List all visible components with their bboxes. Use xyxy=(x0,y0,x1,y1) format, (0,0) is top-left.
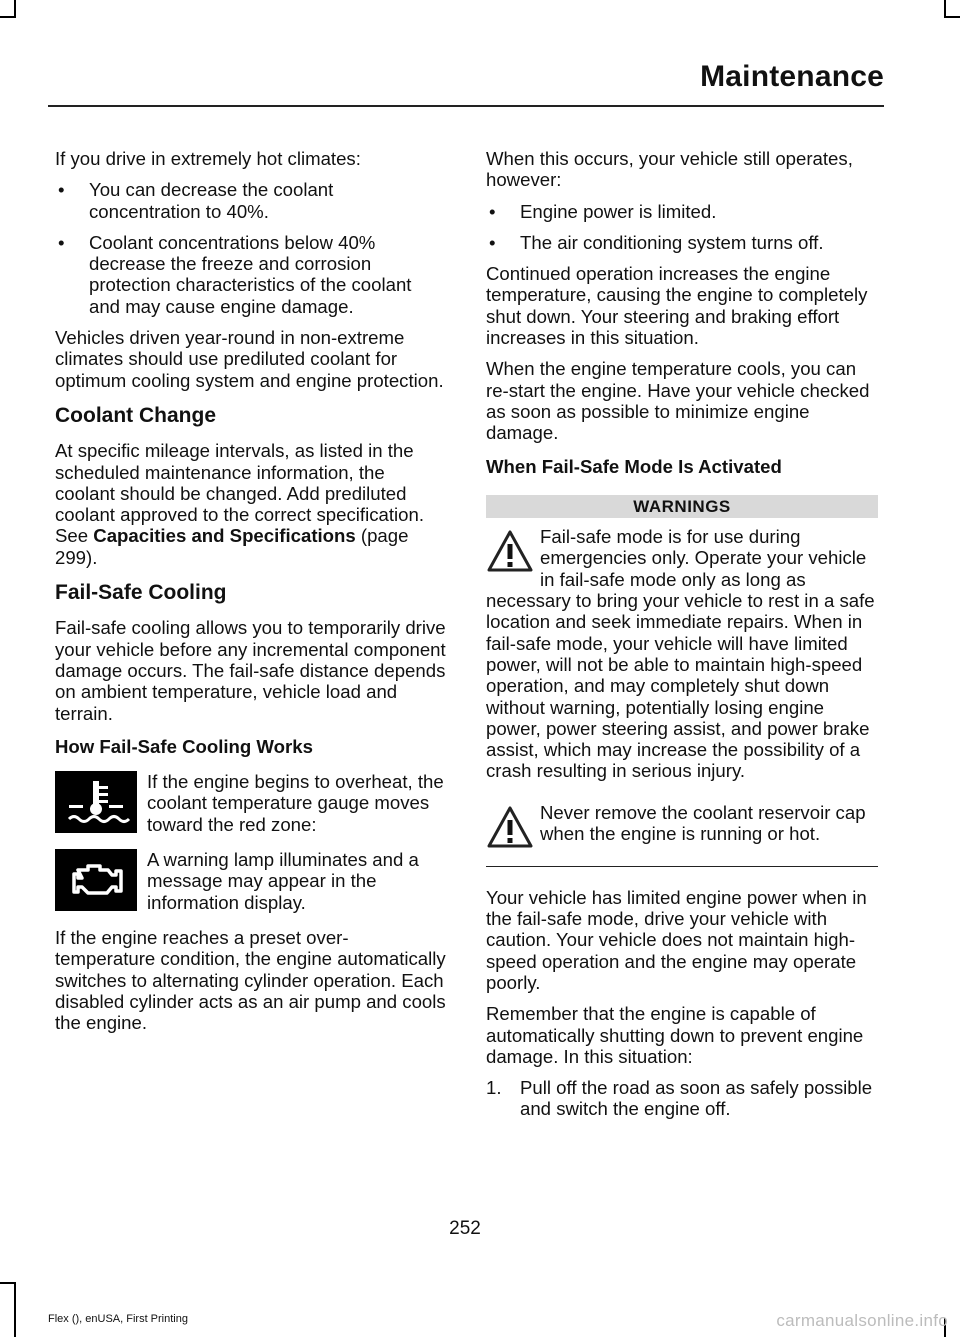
step-text: Pull off the road as soon as safely possible and switch the engine off. xyxy=(520,1077,873,1120)
edition-footer: Flex (), enUSA, First Printing xyxy=(48,1313,188,1325)
warning-triangle-icon xyxy=(486,528,534,576)
engine-lamp-text: A warning lamp illuminates and a message may appear in the information display. xyxy=(147,849,419,913)
engine-lamp-row xyxy=(55,849,447,913)
temp-gauge-text: If the engine begins to overheat, the coolant temperature gauge moves toward the red zone: xyxy=(147,771,444,835)
watermark: carmanualsonline.info xyxy=(776,1311,948,1330)
page-number: 252 xyxy=(449,1218,481,1239)
list-item: • You can decrease the coolant concentration to 40%. xyxy=(58,179,334,222)
warning-item xyxy=(486,526,878,782)
warnings-banner: WARNINGS xyxy=(486,495,878,518)
header-divider xyxy=(48,105,884,107)
crop-mark xyxy=(0,16,16,18)
bullet-icon: • xyxy=(489,231,496,253)
warnings-divider xyxy=(486,866,878,867)
limited-power-paragraph: Your vehicle has limited engine power when in the fail-safe mode, drive your vehicle with caution. Your vehicle does not maintain high-speed operation and the engine may operate poorly. xyxy=(486,886,867,993)
heading-fail-safe-activated: When Fail-Safe Mode Is Activated xyxy=(486,455,782,477)
crop-mark xyxy=(944,16,960,18)
vehicle-operates-intro: When this occurs, your vehicle still operates, however: xyxy=(486,148,853,191)
fail-safe-paragraph: Fail-safe cooling allows you to temporarily drive your vehicle before any incremental component damage occurs. The fail-safe distance depends on ambient temperature, vehicle load and terrain. xyxy=(55,617,446,724)
warning-triangle-icon xyxy=(486,804,534,852)
list-item xyxy=(486,1077,878,1120)
reservoir-cap-warning-text: Never remove the coolant reservoir cap when the engine is running or hot. xyxy=(540,801,866,845)
list-item: • Coolant concentrations below 40% decrease the freeze and corrosion protection characteristics of the coolant and may cause engine damage. xyxy=(58,231,412,317)
crop-mark xyxy=(14,1282,16,1337)
list-item: • The air conditioning system turns off. xyxy=(489,231,824,253)
fail-safe-warning-text: Fail-safe mode is for use during emergencies only. Operate your vehicle in fail-safe mode only as long as necessary to bring your vehicle to rest in a safe location and seek immediate repairs. When in fail-safe mode, your vehicle will have limited power, will not be able to maintain high-speed operation, and may completely shut down without warning, potentially losing engine power, power steering assist, and power brake assist, which may increase the possibility of a crash resulting in serious injury. xyxy=(486,526,875,782)
step-number: 1. xyxy=(486,1077,502,1099)
heading-how-fail-safe-works: How Fail-Safe Cooling Works xyxy=(55,735,313,757)
over-temperature-paragraph: If the engine reaches a preset over-temperature condition, the engine automatically switches to alternating cylinder operation. Each disabled cylinder acts as an air pump and cools the engine. xyxy=(55,926,446,1034)
bullet-icon: • xyxy=(58,179,65,201)
warning-item xyxy=(486,802,878,852)
temp-gauge-row xyxy=(55,771,447,835)
bullet-icon: • xyxy=(489,200,496,222)
hot-climates-intro: If you drive in extremely hot climates: xyxy=(55,148,361,169)
heading-fail-safe-cooling: Fail-Safe Cooling xyxy=(55,581,227,605)
crop-mark xyxy=(0,1282,16,1284)
check-engine-icon xyxy=(55,849,137,911)
coolant-change-paragraph: At specific mileage intervals, as listed in the scheduled maintenance information, the coolant should be changed. Add prediluted coolant approved to the correct specification. See Capacities and Specifications (page 299). xyxy=(55,440,424,568)
bullet-icon: • xyxy=(58,231,65,253)
coolant-temperature-icon xyxy=(55,771,137,833)
auto-shutdown-paragraph: Remember that the engine is capable of automatically shutting down to prevent engine damage. In this situation: xyxy=(486,1003,864,1067)
engine-cools-paragraph: When the engine temperature cools, you can re-start the engine. Have your vehicle checked as soon as possible to minimize engine damage. xyxy=(486,358,870,444)
left-column xyxy=(55,148,447,1043)
non-extreme-paragraph: Vehicles driven year-round in non-extreme climates should use prediluted coolant for optimum cooling system and engine protection. xyxy=(55,327,444,391)
page-title: Maintenance xyxy=(700,60,884,93)
capacities-link[interactable]: Capacities and Specifications xyxy=(93,525,356,547)
continued-operation-paragraph: Continued operation increases the engine temperature, causing the engine to completely shut down. Your steering and braking effort increases in this situation. xyxy=(486,263,868,349)
list-item: • Engine power is limited. xyxy=(489,200,717,222)
right-column xyxy=(486,148,878,1120)
heading-coolant-change: Coolant Change xyxy=(55,403,216,427)
